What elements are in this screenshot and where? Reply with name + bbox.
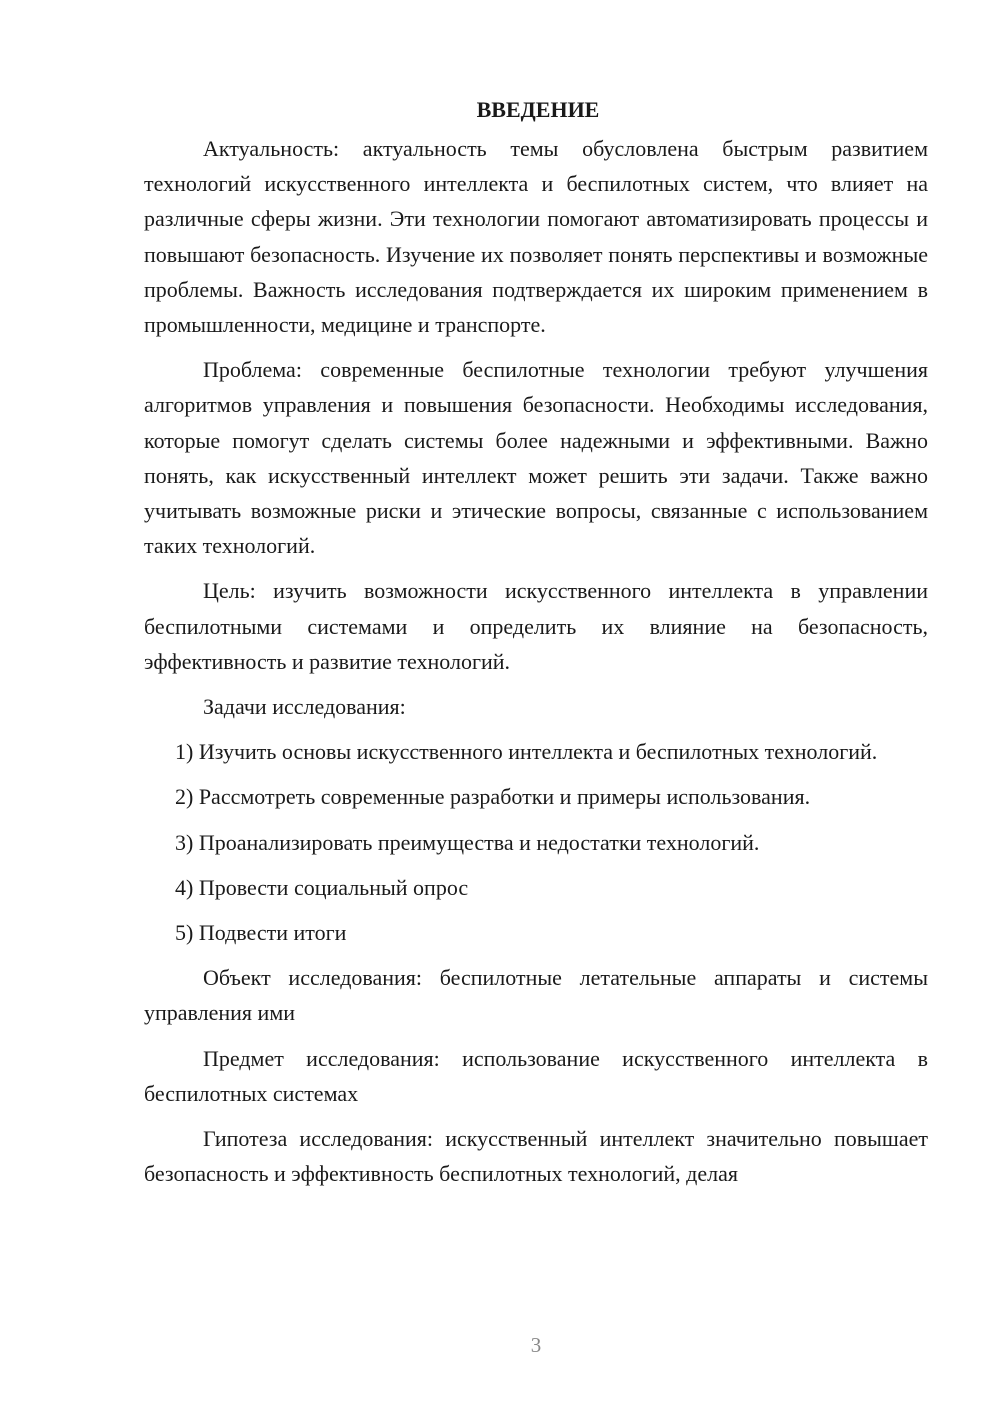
object-paragraph: Объект исследования: беспилотные летательные аппараты и системы управления ими (144, 965, 928, 1026)
document-page (144, 92, 928, 1201)
task-item: 1) Изучить основы искусственного интеллекта и беспилотных технологий. (175, 739, 878, 765)
problem-paragraph: Проблема: современные беспилотные технологии требуют улучшения алгоритмов управления и повышения безопасности. Необходимы исследования, которые помогут сделать системы более надежными и эффективными. Важно понять, как искусственный интеллект может решить эти задачи. Также важно учитывать возможные риски и этические вопросы, связанные с использованием таких технологий. (144, 357, 928, 559)
task-item: 2) Рассмотреть современные разработки и примеры использования. (175, 784, 811, 810)
tasks-heading: Задачи исследования: (203, 694, 406, 720)
relevance-paragraph: Актуальность: актуальность темы обусловлена быстрым развитием технологий искусственного интеллекта и беспилотных систем, что влияет на различные сферы жизни. Эти технологии помогают автоматизировать процессы и повышают безопасность. Изучение их позволяет понять перспективы и возможные проблемы. Важность исследования подтверждается их широким применением в промышленности, медицине и транспорте. (144, 136, 928, 338)
goal-paragraph: Цель: изучить возможности искусственного интеллекта в управлении беспилотными системами и определить их влияние на безопасность, эффективность и развитие технологий. (144, 578, 928, 674)
task-item: 4) Провести социальный опрос (175, 874, 469, 900)
subject-paragraph: Предмет исследования: использование искусственного интеллекта в беспилотных системах (144, 1045, 928, 1106)
hypothesis-paragraph: Гипотеза исследования: искусственный интеллект значительно повышает безопасность и эффективность беспилотных технологий, делая (144, 1126, 928, 1187)
page-title: ВВЕДЕНИЕ (476, 97, 600, 122)
task-item: 5) Подвести итоги (175, 920, 347, 946)
page-number: 3 (530, 1333, 542, 1357)
task-item: 3) Проанализировать преимущества и недостатки технологий. (175, 829, 760, 855)
